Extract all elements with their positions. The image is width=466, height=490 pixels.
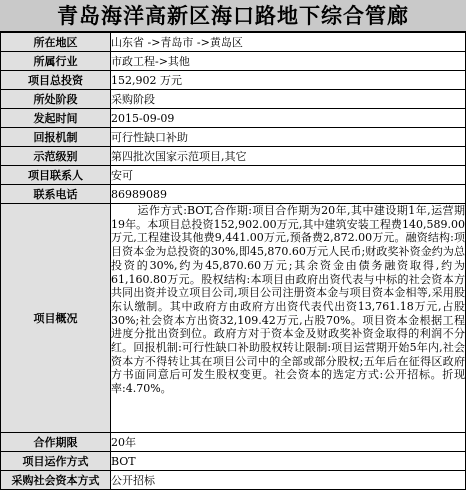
row-label-operation-mode: 项目运作方式	[1, 452, 111, 471]
row-label-demo-level: 示范级别	[1, 147, 111, 166]
row-value-phone: 86989089	[111, 185, 466, 204]
row-value-contact-person: 安可	[111, 166, 466, 185]
row-label-phone: 联系电话	[1, 185, 111, 204]
table-row	[1, 471, 466, 490]
row-label-contact-person: 项目联系人	[1, 166, 111, 185]
row-label-cooperation-period: 合作期限	[1, 433, 111, 452]
row-value-operation-mode: BOT	[111, 452, 466, 471]
project-info-table	[0, 32, 466, 490]
row-value-return-mechanism: 可行性缺口补助	[111, 128, 466, 147]
row-value-overview	[111, 204, 466, 433]
table-row	[1, 433, 466, 452]
row-value-industry: 市政工程->其他	[111, 52, 466, 71]
table-row	[1, 452, 466, 471]
table-row	[1, 33, 466, 52]
row-label-region: 所在地区	[1, 33, 111, 52]
table-row	[1, 204, 466, 433]
page-title: 青岛海洋高新区海口路地下综合管廊	[0, 0, 466, 32]
row-value-region: 山东省 ->青岛市 ->黄岛区	[111, 33, 466, 52]
row-label-industry: 所属行业	[1, 52, 111, 71]
row-value-launch-date: 2015-09-09	[111, 109, 466, 128]
table-row	[1, 147, 466, 166]
row-label-procurement-method: 采购社会资本方式	[1, 471, 111, 490]
table-row	[1, 109, 466, 128]
row-value-cooperation-period: 20年	[111, 433, 466, 452]
table-row	[1, 52, 466, 71]
table-row	[1, 71, 466, 90]
row-value-procurement-method: 公开招标	[111, 471, 466, 490]
table-row	[1, 185, 466, 204]
row-value-demo-level: 第四批次国家示范项目,其它	[111, 147, 466, 166]
row-label-return-mechanism: 回报机制	[1, 128, 111, 147]
row-label-launch-date: 发起时间	[1, 109, 111, 128]
table-row	[1, 166, 466, 185]
table-row	[1, 128, 466, 147]
row-value-total-investment: 152,902 万元	[111, 71, 466, 90]
overview-text: 运作方式:BOT,合作期:项目合作期为20年,其中建设期1年,运营期19年。本项目总投资152,902.00万元,其中建筑安装工程费140,589.00万元,工程建设其他费9,441.00万元,预备费2,872.00万元。融资结构:项目资本金为总投资的30%,即45,870.60万元人民币;财政奖补资金约为总投资的30%,约为45,870.60万元;其余资金由债务融资取得,约为61,160.80万元。股权结构:本项目由政府出资代表与中标的社会资本方共同出资并设立项目公司,项目公司注册资本金与项目资本金相等,采用股东认缴制。其中政府方由政府方出资代表代出资13,761.18万元,占股30%;社会资本方出资32,109.42万元,占股70%。项目资本金根据工程进度分批出资到位。政府方对于资本金及财政奖补资金取得的利润不分红。回报机制:可行性缺口补助股权转让限制:项目运营期开始5年内,社会资本方不得转让其在项目公司中的全部或部分股权;五年后在征得区政府方书面同意后可发生股权变更。社会资本的选定方式:公开招标。折现率:4.70%。	[111, 204, 465, 396]
row-label-total-investment: 项目总投资	[1, 71, 111, 90]
row-label-stage: 所处阶段	[1, 90, 111, 109]
table-row	[1, 90, 466, 109]
row-label-overview: 项目概况	[1, 204, 111, 433]
row-value-stage: 采购阶段	[111, 90, 466, 109]
